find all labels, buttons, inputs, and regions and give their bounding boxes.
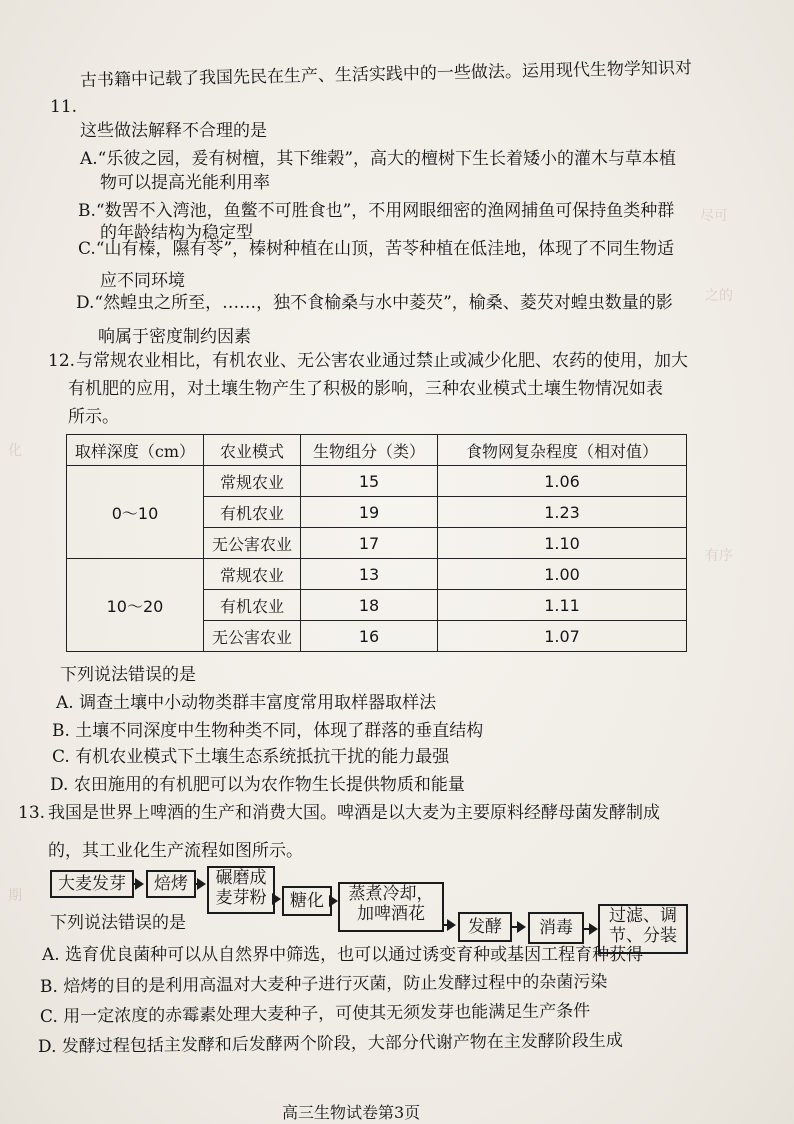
table-cell-complexity: 1.23 xyxy=(438,497,687,528)
flow-step-ferment: 发酵 xyxy=(458,912,512,942)
table-cell-complexity: 1.00 xyxy=(438,559,687,590)
q11-option-b-cont: 的年龄结构为稳定型 xyxy=(100,223,253,243)
q11-option-c-cont: 应不同环境 xyxy=(100,271,185,291)
q13-stem-line2: 的，其工业化生产流程如图所示。 xyxy=(48,841,303,861)
table-cell-mode: 无公害农业 xyxy=(204,528,301,559)
flow-arrow xyxy=(194,883,204,885)
table-cell-complexity: 1.10 xyxy=(438,528,687,559)
flow-step-filter-line2: 节、分装 xyxy=(609,926,677,946)
q13-option-c: C. 用一定浓度的赤霉素处理大麦种子，可使其无须发芽也能满足生产条件 xyxy=(39,1001,591,1027)
flow-arrow xyxy=(132,883,142,885)
q12-stem-line3: 所示。 xyxy=(68,407,119,427)
table-cell-mode: 有机农业 xyxy=(204,590,301,621)
flow-step-saccharify: 糖化 xyxy=(282,886,332,916)
q11-option-b: B.“数罟不入湾池，鱼鳖不可胜食也”，不用网眼细密的渔网捕鱼可保持鱼类种群 xyxy=(78,201,675,221)
flow-step-germinate: 大麦发芽 xyxy=(50,870,134,898)
q11-stem-line1: 古书籍中记载了我国先民在生产、生活实践中的一些做法。运用现代生物学知识对 xyxy=(79,58,693,91)
soil-biota-table xyxy=(66,434,687,652)
table-header-mode: 农业模式 xyxy=(204,435,301,466)
table-row xyxy=(67,559,687,590)
flow-step-boil xyxy=(338,882,444,932)
q11-stem-line2: 这些做法解释不合理的是 xyxy=(80,121,267,141)
bleed-through-text: 有序 xyxy=(705,548,733,564)
q12-option-c: C. 有机农业模式下土壤生态系统抵抗干扰的能力最强 xyxy=(52,747,450,767)
q12-ask: 下列说法错误的是 xyxy=(60,665,196,685)
flow-step-boil-line1: 蒸煮冷却， xyxy=(348,884,434,904)
table-cell-groups: 15 xyxy=(301,466,438,497)
q13-option-a: A. 选育优良菌种可以从自然界中筛选，也可以通过诱变育种或基因工程育种获得 xyxy=(42,945,644,965)
q11-option-c: C.“山有榛，隰有苓”，榛树种植在山顶，苦苓种植在低洼地，体现了不同生物适 xyxy=(78,239,675,259)
q13-option-d: D. 发酵过程包括主发酵和后发酵两个阶段，大部分代谢产物在主发酵阶段生成 xyxy=(37,1030,623,1057)
flow-step-disinfect: 消毒 xyxy=(528,912,584,944)
table-cell-complexity: 1.07 xyxy=(438,621,687,652)
table-row xyxy=(67,466,687,497)
q12-stem-line2: 有机肥的应用，对土壤生物产生了积极的影响，三种农业模式土壤生物情况如表 xyxy=(68,379,663,399)
q12-stem-line1: 与常规农业相比，有机农业、无公害农业通过禁止或减少化肥、农药的使用，加大 xyxy=(76,351,688,371)
flow-step-grind xyxy=(207,866,275,914)
bleed-through-text: 期 xyxy=(8,888,22,904)
q12-option-a: A. 调查土壤中小动物类群丰富度常用取样器取样法 xyxy=(56,693,437,713)
flow-arrow xyxy=(273,898,279,900)
q11-option-a-cont: 物可以提高光能利用率 xyxy=(100,173,270,193)
bleed-through-text: 尽可 xyxy=(700,208,728,224)
table-header-complexity: 食物网复杂程度（相对值） xyxy=(438,435,687,466)
table-cell-mode: 常规农业 xyxy=(204,559,301,590)
table-cell-depth: 10～20 xyxy=(67,559,204,652)
flow-arrow xyxy=(442,924,454,926)
flow-step-filter-line1: 过滤、调 xyxy=(609,906,677,926)
table-cell-depth: 0～10 xyxy=(67,466,204,559)
q11-number: 11. xyxy=(50,97,78,117)
page-footer: 高三生物试卷第3页 xyxy=(282,1103,421,1122)
q13-stem-line1: 我国是世界上啤酒的生产和消费大国。啤酒是以大麦为主要原料经酵母菌发酵制成 xyxy=(48,803,660,823)
flow-step-grind-line1: 碾磨成 xyxy=(215,868,267,888)
table-cell-complexity: 1.11 xyxy=(438,590,687,621)
bleed-through-text: 之的 xyxy=(705,288,733,304)
q12-number: 12. xyxy=(48,351,76,371)
q11-option-d: D.“然蝗虫之所至，……，独不食榆桑与水中菱芡”，榆桑、菱芡对蝗虫数量的影 xyxy=(76,293,673,313)
flow-step-grind-line2: 麦芽粉 xyxy=(215,888,267,908)
table-cell-groups: 19 xyxy=(301,497,438,528)
q11-option-a: A.“乐彼之园，爰有树檀，其下维榖”，高大的檀树下生长着矮小的灌木与草本植 xyxy=(80,149,677,169)
table-cell-complexity: 1.06 xyxy=(438,466,687,497)
table-cell-mode: 无公害农业 xyxy=(204,621,301,652)
bleed-through-text: 化 xyxy=(8,443,22,459)
flow-arrow xyxy=(330,900,336,902)
flow-arrow xyxy=(582,928,596,930)
flow-arrow xyxy=(510,926,524,928)
q13-ask: 下列说法错误的是 xyxy=(50,913,186,933)
table-header-depth: 取样深度（cm） xyxy=(67,435,204,466)
q13-number: 13. xyxy=(18,803,46,823)
q13-option-b: B. 焙烤的目的是利用高温对大麦种子进行灭菌，防止发酵过程中的杂菌污染 xyxy=(39,972,608,997)
q12-option-d: D. 农田施用的有机肥可以为农作物生长提供物质和能量 xyxy=(50,775,465,795)
q12-option-b: B. 土壤不同深度中生物种类不同，体现了群落的垂直结构 xyxy=(52,721,484,741)
table-cell-groups: 16 xyxy=(301,621,438,652)
table-cell-groups: 13 xyxy=(301,559,438,590)
table-cell-mode: 常规农业 xyxy=(204,466,301,497)
table-cell-groups: 17 xyxy=(301,528,438,559)
table-cell-groups: 18 xyxy=(301,590,438,621)
table-header-groups: 生物组分（类） xyxy=(301,435,438,466)
flow-step-boil-line2: 加啤酒花 xyxy=(357,904,425,924)
table-cell-mode: 有机农业 xyxy=(204,497,301,528)
flow-step-roast: 焙烤 xyxy=(146,870,196,898)
q11-option-d-cont: 响属于密度制约因素 xyxy=(98,327,251,347)
